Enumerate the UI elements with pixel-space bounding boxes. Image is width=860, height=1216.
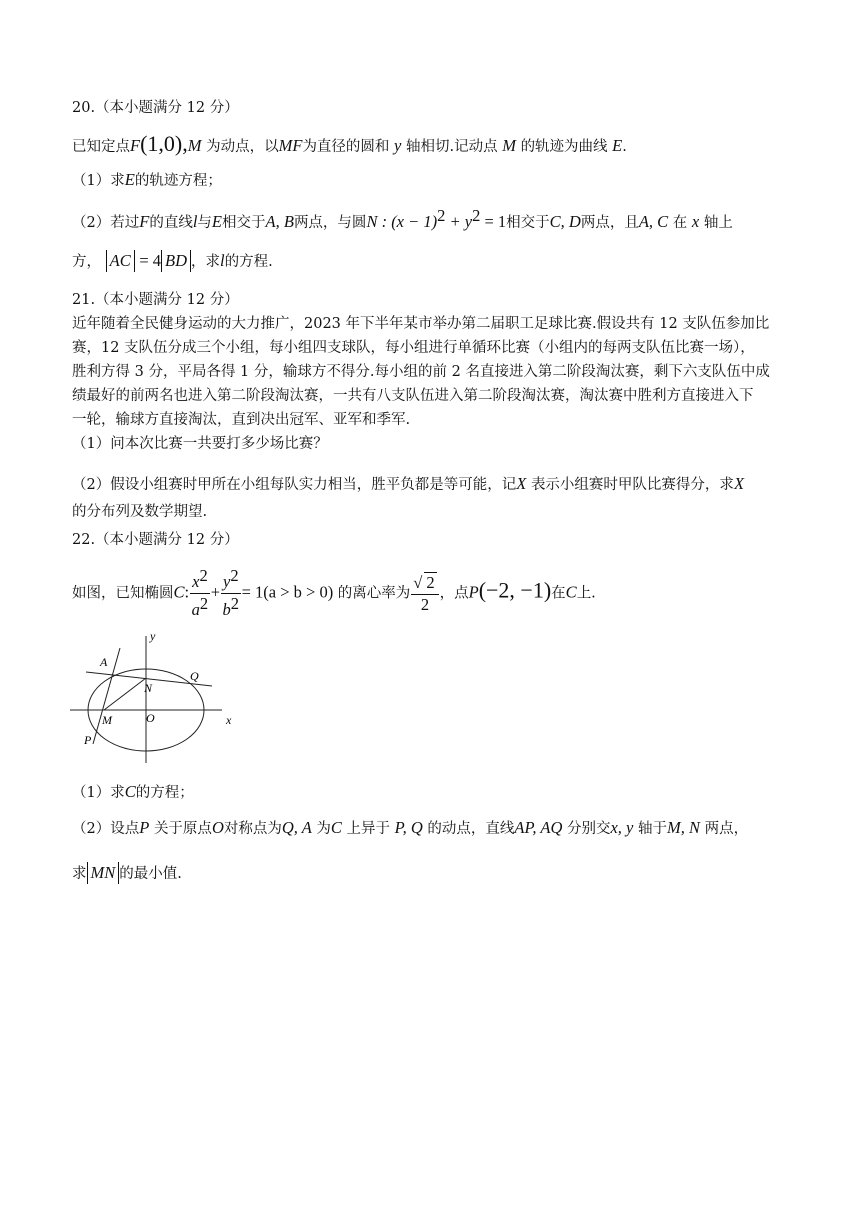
math-sup: 2: [199, 566, 208, 585]
math-xy: x, y: [610, 818, 634, 837]
math-PQ: P, Q: [394, 818, 423, 837]
q20-part1-text: （1）求: [72, 173, 125, 189]
math-sup: 2: [472, 206, 481, 225]
math-CD: C, D: [549, 211, 581, 231]
q20-part2-text: 两点，且: [580, 214, 639, 231]
q22-part2-text: 的动点，直线: [427, 821, 515, 837]
math-eq-4: = 4: [139, 251, 161, 270]
math-AC: A, C: [638, 211, 669, 231]
q20-title: 20.（本小题满分 12 分）: [72, 100, 239, 116]
q20-part2-text: 两点，与圆: [293, 214, 367, 231]
q22-stem-text: ，点: [439, 585, 469, 602]
q21-stem-line: 绩最好的前两名也进入第二阶段淘汰赛，一共有八支队伍进入第二阶段淘汰赛，淘汰赛中胜利方直接进入下: [72, 388, 754, 404]
q22-part2-text: 两点，: [704, 821, 749, 837]
q22-stem-text: 如图，已知椭圆: [72, 585, 174, 602]
math-x: x: [192, 571, 200, 591]
math-C: C: [124, 782, 136, 801]
math-plus-y: + y: [445, 211, 473, 231]
q20-part2-text: ，求: [191, 254, 220, 270]
q21-part1: （1）问本次比赛一共要打多少场比赛？: [72, 436, 328, 452]
math-O: O: [211, 818, 224, 837]
q22-part2: [72, 818, 748, 839]
q22-stem: [72, 566, 596, 621]
math-fraction-x2-a2: [190, 566, 210, 621]
math-colon: :: [184, 582, 190, 602]
q21-stem-line: 胜利方得 3 分，平局各得 1 分，输球方不得分.每小组的前 2 名直接进入第二阶段淘汰赛，剩下六支队伍中成: [72, 364, 770, 380]
math-eq: = 1: [480, 211, 507, 231]
label-x: x: [226, 713, 232, 727]
math-sqrt-radicand: 2: [426, 572, 435, 592]
q21-title: 21.（本小题满分 12 分）: [72, 292, 239, 308]
q20-part2-text: 方，: [72, 254, 101, 270]
math-F-coord: (1,0),: [140, 131, 188, 156]
math-fraction-sqrt2-2: $\frac{√ 2}{2}$: [411, 572, 438, 615]
math-P: P: [468, 582, 479, 602]
label-A: A: [100, 655, 108, 669]
math-MN: M, N: [667, 818, 700, 837]
math-MF: MF: [278, 136, 303, 155]
math-C: C: [330, 818, 342, 837]
label-O: O: [146, 711, 155, 725]
math-F: F: [139, 211, 150, 231]
q21-part2-cont: 的分布列及数学期望.: [72, 504, 208, 520]
q20-part2: [72, 206, 733, 233]
math-sup: 2: [230, 566, 239, 585]
math-C: C: [173, 582, 185, 602]
math-condition: = 1(a > b > 0): [241, 582, 334, 602]
q20-stem-text: 轴相切.记动点: [405, 139, 498, 155]
q22-part2-text: 的最小值.: [119, 866, 182, 882]
q22-title: 22.（本小题满分 12 分）: [72, 532, 239, 548]
q20-part2-text: 与: [197, 214, 212, 231]
math-b: b: [222, 599, 231, 619]
q22-stem-text: 的离心率为: [337, 585, 411, 602]
q20-stem: [72, 131, 627, 157]
q22-stem-text: 在: [551, 585, 566, 602]
q20-part2-text: 的直线: [149, 214, 193, 231]
math-X: X: [733, 474, 745, 493]
q20-part2-cont: [72, 250, 273, 272]
math-M: M: [502, 136, 516, 155]
math-plus: +: [210, 582, 220, 602]
q20-stem-text: 为动点，以: [206, 139, 279, 155]
math-abs-BD: BD: [161, 250, 191, 272]
math-QA: Q, A: [281, 818, 312, 837]
math-M: M: [187, 136, 202, 155]
math-fraction-y2-b2: [221, 566, 241, 621]
label-P: P: [84, 733, 92, 747]
math-x: x: [691, 211, 700, 231]
ellipse-figure: [70, 628, 250, 768]
q20-part2-text: 的方程.: [224, 254, 273, 270]
math-abs-AC: AC: [106, 250, 135, 272]
q22-part2-cont: [72, 862, 182, 884]
math-P-coord: (−2, −1): [478, 577, 552, 603]
q20-part1: [72, 170, 222, 191]
label-y: y: [150, 629, 156, 643]
q20-stem-text: 的轨迹为曲线: [520, 139, 608, 155]
q20-stem-text: 已知定点: [72, 139, 130, 155]
math-l: l: [220, 251, 225, 270]
q21-stem-line: 一轮，输球方直接淘汰，直到决出冠军、亚军和季军.: [72, 412, 411, 428]
q22-part2-text: 求: [72, 866, 87, 882]
q20-part1-text: 的轨迹方程；: [134, 173, 222, 189]
math-X: X: [516, 474, 527, 493]
math-abs-MN: MN: [87, 862, 120, 884]
q20-stem-text: 为直径的圆和: [302, 139, 390, 155]
math-sup: 2: [230, 593, 240, 613]
q22-part2-text: （2）设点: [72, 821, 140, 837]
math-denominator: 2: [420, 594, 430, 614]
q22-part2-text: 关于原点: [153, 821, 212, 837]
q22-part1-text: 的方程；: [135, 785, 194, 801]
q21-stem-line: 近年随着全民健身运动的大力推广，2023 年下半年某市举办第二届职工足球比赛.假设共有 12 支队伍参加比: [72, 316, 770, 332]
label-Q: Q: [190, 669, 199, 683]
math-l: l: [192, 211, 198, 231]
math-y: y: [223, 571, 231, 591]
math-E: E: [211, 211, 223, 231]
math-E: E: [124, 170, 135, 189]
q22-part1: [72, 782, 194, 803]
math-P: P: [139, 818, 150, 837]
q22-part1-text: （1）求: [72, 785, 125, 801]
q21-part2-text: （2）假设小组赛时甲所在小组每队实力相当，胜平负都是等可能，记: [72, 477, 517, 493]
q20-part2-text: 在: [672, 214, 688, 231]
math-a: a: [191, 599, 200, 619]
label-M: M: [102, 713, 112, 727]
q22-part2-text: 分别交: [566, 821, 611, 837]
q22-stem-text: 上.: [576, 585, 596, 602]
q20-part2-text: （2）若过: [72, 214, 140, 231]
math-AB: A, B: [265, 211, 294, 231]
q21-part2-text: 表示小组赛时甲队比赛得分，求: [530, 477, 734, 493]
math-AP-AQ: AP, AQ: [514, 818, 563, 837]
math-E: E: [612, 136, 623, 155]
label-N: N: [144, 681, 153, 695]
q20-stem-text: .: [622, 139, 627, 155]
math-sup: 2: [437, 206, 446, 225]
q22-part2-text: 为: [316, 821, 331, 837]
math-C: C: [565, 582, 577, 602]
q22-part2-text: 上异于: [346, 821, 391, 837]
q20-part2-text: 相交于: [506, 214, 550, 231]
q20-part2-text: 轴上: [703, 214, 733, 231]
math-sup: 2: [199, 593, 209, 613]
math-circle-N: N : (x − 1): [366, 211, 438, 231]
math-F: F: [130, 136, 141, 155]
q22-part2-text: 轴于: [638, 821, 667, 837]
q22-part2-text: 对称点为: [223, 821, 282, 837]
q21-stem-line: 赛，12 支队伍分成三个小组，每小组四支球队，每小组进行单循环比赛（小组内的每两支队伍比赛一场），: [72, 340, 755, 356]
q21-part2: [72, 474, 744, 495]
q20-part2-text: 相交于: [222, 214, 266, 231]
math-y: y: [394, 136, 402, 155]
